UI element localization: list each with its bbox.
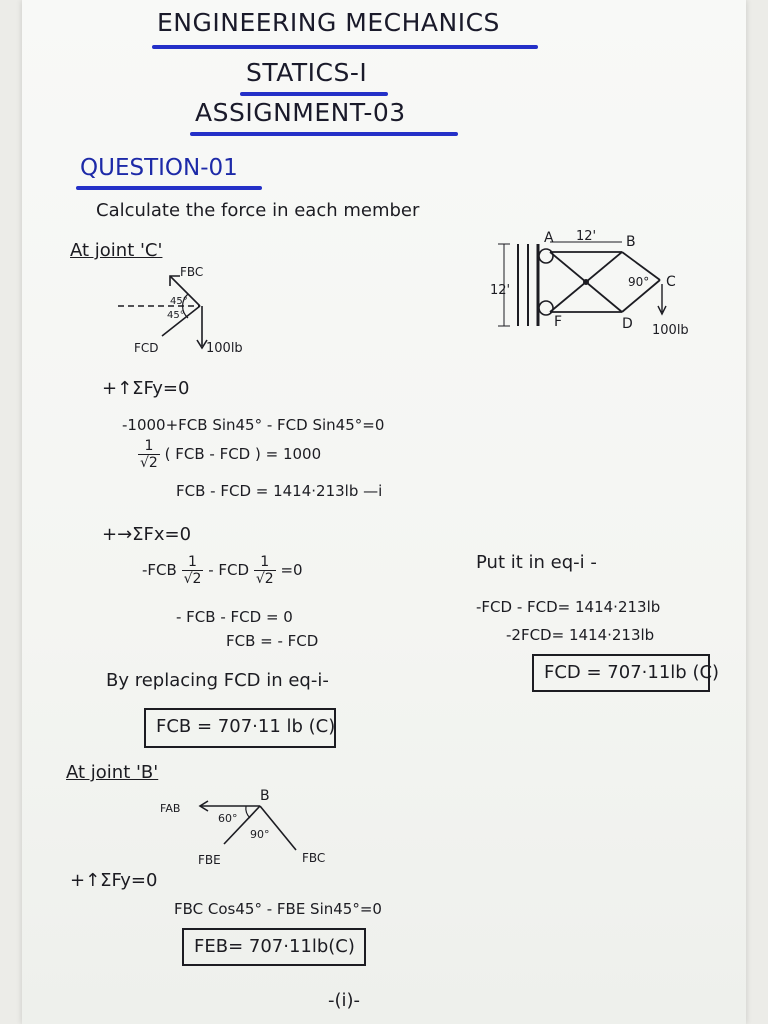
truss-diagram bbox=[490, 228, 710, 348]
label-f: F bbox=[554, 314, 563, 330]
angle-label: 90° bbox=[628, 275, 650, 289]
joint-b-fbd bbox=[156, 786, 336, 876]
joint-b-eq-y-1: FBC Cos45° - FBE Sin45°=0 bbox=[174, 900, 382, 918]
angle-60-label: 60° bbox=[218, 812, 238, 825]
fraction-1-root2-b: $\frac{1}{√2}$ bbox=[255, 554, 274, 587]
dim-side-label: 12' bbox=[490, 283, 511, 298]
course-title: ENGINEERING MECHANICS bbox=[157, 8, 500, 37]
put-in-line-1: -FCD - FCD= 1414·213lb bbox=[476, 598, 661, 616]
angle-top-label: 45° bbox=[170, 296, 188, 307]
angle-90-label: 90° bbox=[250, 828, 270, 841]
subject-title: STATICS-I bbox=[246, 58, 368, 87]
result-fcd-box: FCD = 707·11lb (C) bbox=[532, 654, 710, 692]
joint-c-sum-fx-heading: +→ΣFx=0 bbox=[102, 524, 192, 545]
joint-b-heading: At joint 'B' bbox=[66, 762, 159, 783]
result-feb-box: FEB= 707·11lb(C) bbox=[182, 928, 366, 966]
joint-b-sum-fy-heading: +↑ΣFy=0 bbox=[70, 870, 158, 891]
joint-c-eq-x-3: FCB = - FCD bbox=[226, 632, 319, 650]
fbc-label: FBC bbox=[180, 265, 204, 279]
replace-text: By replacing FCD in eq-i- bbox=[106, 670, 329, 691]
joint-c-heading: At joint 'C' bbox=[70, 240, 163, 261]
course-title-underline bbox=[152, 45, 538, 49]
fcd-label: FCD bbox=[134, 341, 159, 355]
joint-c-sum-fy-heading: +↑ΣFy=0 bbox=[102, 378, 190, 399]
subject-title-underline bbox=[240, 92, 388, 96]
question-heading: QUESTION-01 bbox=[80, 155, 238, 181]
question-prompt: Calculate the force in each member bbox=[96, 200, 420, 221]
fraction-1-root2: $\frac{1}{√2}$ bbox=[140, 438, 158, 471]
assignment-title: ASSIGNMENT-03 bbox=[195, 98, 406, 127]
joint-c-eq-y-3: FCB - FCD = 1414·213lb —i bbox=[176, 482, 383, 500]
angle-bottom-label: 45° bbox=[167, 310, 185, 321]
joint-c-eq-y-1: -1000+FCB Sin45° - FCD Sin45°=0 bbox=[122, 416, 385, 434]
result-fcb-box: FCB = 707·11 lb (C) bbox=[144, 708, 336, 748]
label-b-joint: B bbox=[260, 788, 270, 804]
page-number: -(i)- bbox=[328, 990, 361, 1011]
joint-c-eq-x-1: -FCB $\frac{1}{√2}$ - FCD $\frac{1}{√2}$ =0 bbox=[142, 554, 303, 587]
assignment-title-underline bbox=[190, 132, 458, 136]
put-in-line-2: -2FCD= 1414·213lb bbox=[506, 626, 655, 644]
load-label: 100lb bbox=[206, 341, 243, 356]
fab-label: FAB bbox=[160, 802, 181, 815]
joint-c-eq-x-2: - FCB - FCD = 0 bbox=[176, 608, 293, 626]
fbe-label: FBE bbox=[198, 853, 221, 867]
fraction-1-root2-a: $\frac{1}{√2}$ bbox=[183, 554, 202, 587]
dim-top-label: 12' bbox=[576, 229, 597, 244]
put-in-heading: Put it in eq-i - bbox=[476, 552, 597, 573]
label-a: A bbox=[544, 230, 554, 246]
joint-c-fbd bbox=[112, 262, 302, 372]
label-d: D bbox=[622, 316, 633, 332]
fbc-label-b: FBC bbox=[302, 851, 326, 865]
center-joint bbox=[583, 279, 589, 285]
label-b: B bbox=[626, 234, 636, 250]
joint-c-eq-y-2: $\frac{1}{√2}$ ( FCB - FCD ) = 1000 bbox=[140, 438, 322, 471]
truss-load-label: 100lb bbox=[652, 323, 689, 338]
question-heading-underline bbox=[76, 186, 262, 190]
label-c: C bbox=[666, 274, 676, 290]
